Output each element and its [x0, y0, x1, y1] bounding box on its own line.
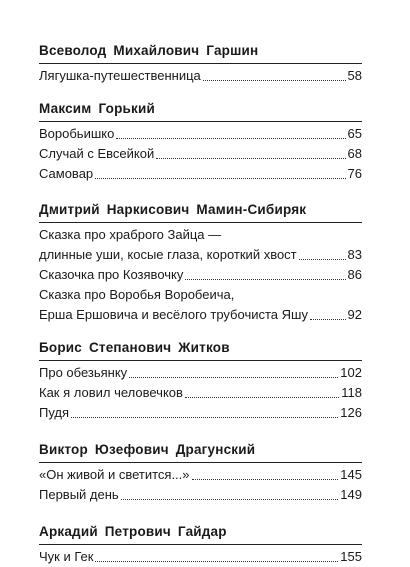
- entry-title: Лягушка-путешественница: [39, 68, 201, 83]
- dot-leader: [299, 259, 346, 260]
- author-name: Всеволод Михайлович Гаршин: [39, 43, 259, 58]
- author-name: Максим Горький: [39, 101, 155, 116]
- toc-section-mamin-sibiryak: [39, 201, 362, 325]
- entry-title: Первый день: [39, 487, 119, 502]
- toc-section-dragunsky: [39, 441, 362, 505]
- entry-page-number: 92: [347, 307, 362, 322]
- entry-title: «Он живой и светится...»: [39, 467, 190, 482]
- dot-leader: [203, 80, 346, 81]
- toc-entries: [39, 462, 362, 505]
- entry-title: Сказка про храброго Зайца — длинные уши, косые глаза, короткий хвост: [39, 227, 297, 262]
- toc-entry[interactable]: [39, 164, 362, 184]
- dot-leader: [192, 479, 339, 480]
- toc-entry[interactable]: [39, 124, 362, 144]
- entry-page-number: 126: [340, 405, 362, 420]
- dot-leader: [95, 178, 345, 179]
- toc-entry[interactable]: [39, 383, 362, 403]
- toc-entry[interactable]: [39, 225, 362, 265]
- entry-title: Воробьишко: [39, 126, 115, 141]
- entry-title: Чук и Гек: [39, 549, 94, 564]
- toc-entries: [39, 360, 362, 423]
- entry-page-number: 118: [341, 385, 362, 400]
- toc-entry[interactable]: [39, 485, 362, 505]
- entry-page-number: 102: [340, 365, 362, 380]
- dot-leader: [116, 138, 345, 139]
- entry-title: Пудя: [39, 405, 70, 420]
- toc-section-gaidar: [39, 523, 362, 567]
- dot-leader: [121, 499, 339, 500]
- toc-entries: [39, 222, 362, 325]
- toc-section-gorky: [39, 100, 362, 184]
- toc-entry[interactable]: [39, 363, 362, 383]
- entry-title: Сказка про Воробья Воробеича, Ерша Ершовича и весёлого трубочиста Яшу: [39, 287, 308, 322]
- dot-leader: [185, 279, 345, 280]
- toc-entry[interactable]: [39, 465, 362, 485]
- toc-entry[interactable]: [39, 265, 362, 285]
- author-name: Дмитрий Наркисович Мамин-Сибиряк: [39, 202, 307, 217]
- dot-leader: [95, 561, 338, 562]
- entry-title: Самовар: [39, 166, 94, 181]
- entry-page-number: 145: [340, 467, 362, 482]
- author-name: Аркадий Петрович Гайдар: [39, 524, 227, 539]
- entry-title: Как я ловил человечков: [39, 385, 183, 400]
- author-name: Борис Степанович Житков: [39, 340, 230, 355]
- dot-leader: [185, 397, 339, 398]
- entry-page-number: 149: [340, 487, 362, 502]
- entry-page-number: 65: [347, 126, 362, 141]
- toc-section-zhitkov: [39, 339, 362, 423]
- dot-leader: [156, 158, 345, 159]
- entry-page-number: 76: [347, 166, 362, 181]
- toc-entry[interactable]: [39, 285, 362, 325]
- toc-entry[interactable]: [39, 144, 362, 164]
- toc-entries: [39, 121, 362, 184]
- entry-title: Про обезьянку: [39, 365, 128, 380]
- entry-page-number: 68: [347, 146, 362, 161]
- toc-entries: [39, 63, 362, 86]
- dot-leader: [310, 319, 346, 320]
- author-name: Виктор Юзефович Драгунский: [39, 442, 256, 457]
- entry-page-number: 83: [347, 247, 362, 262]
- toc-entries: [39, 544, 362, 567]
- toc-entry[interactable]: [39, 66, 362, 86]
- entry-page-number: 86: [347, 267, 362, 282]
- entry-page-number: 155: [340, 549, 362, 564]
- dot-leader: [71, 417, 338, 418]
- entry-page-number: 58: [347, 68, 362, 83]
- toc-entry[interactable]: [39, 547, 362, 567]
- dot-leader: [129, 377, 338, 378]
- entry-title: Случай с Евсейкой: [39, 146, 155, 161]
- toc-section-garshin: [39, 42, 362, 86]
- entry-title: Сказочка про Козявочку: [39, 267, 184, 282]
- toc-entry[interactable]: [39, 403, 362, 423]
